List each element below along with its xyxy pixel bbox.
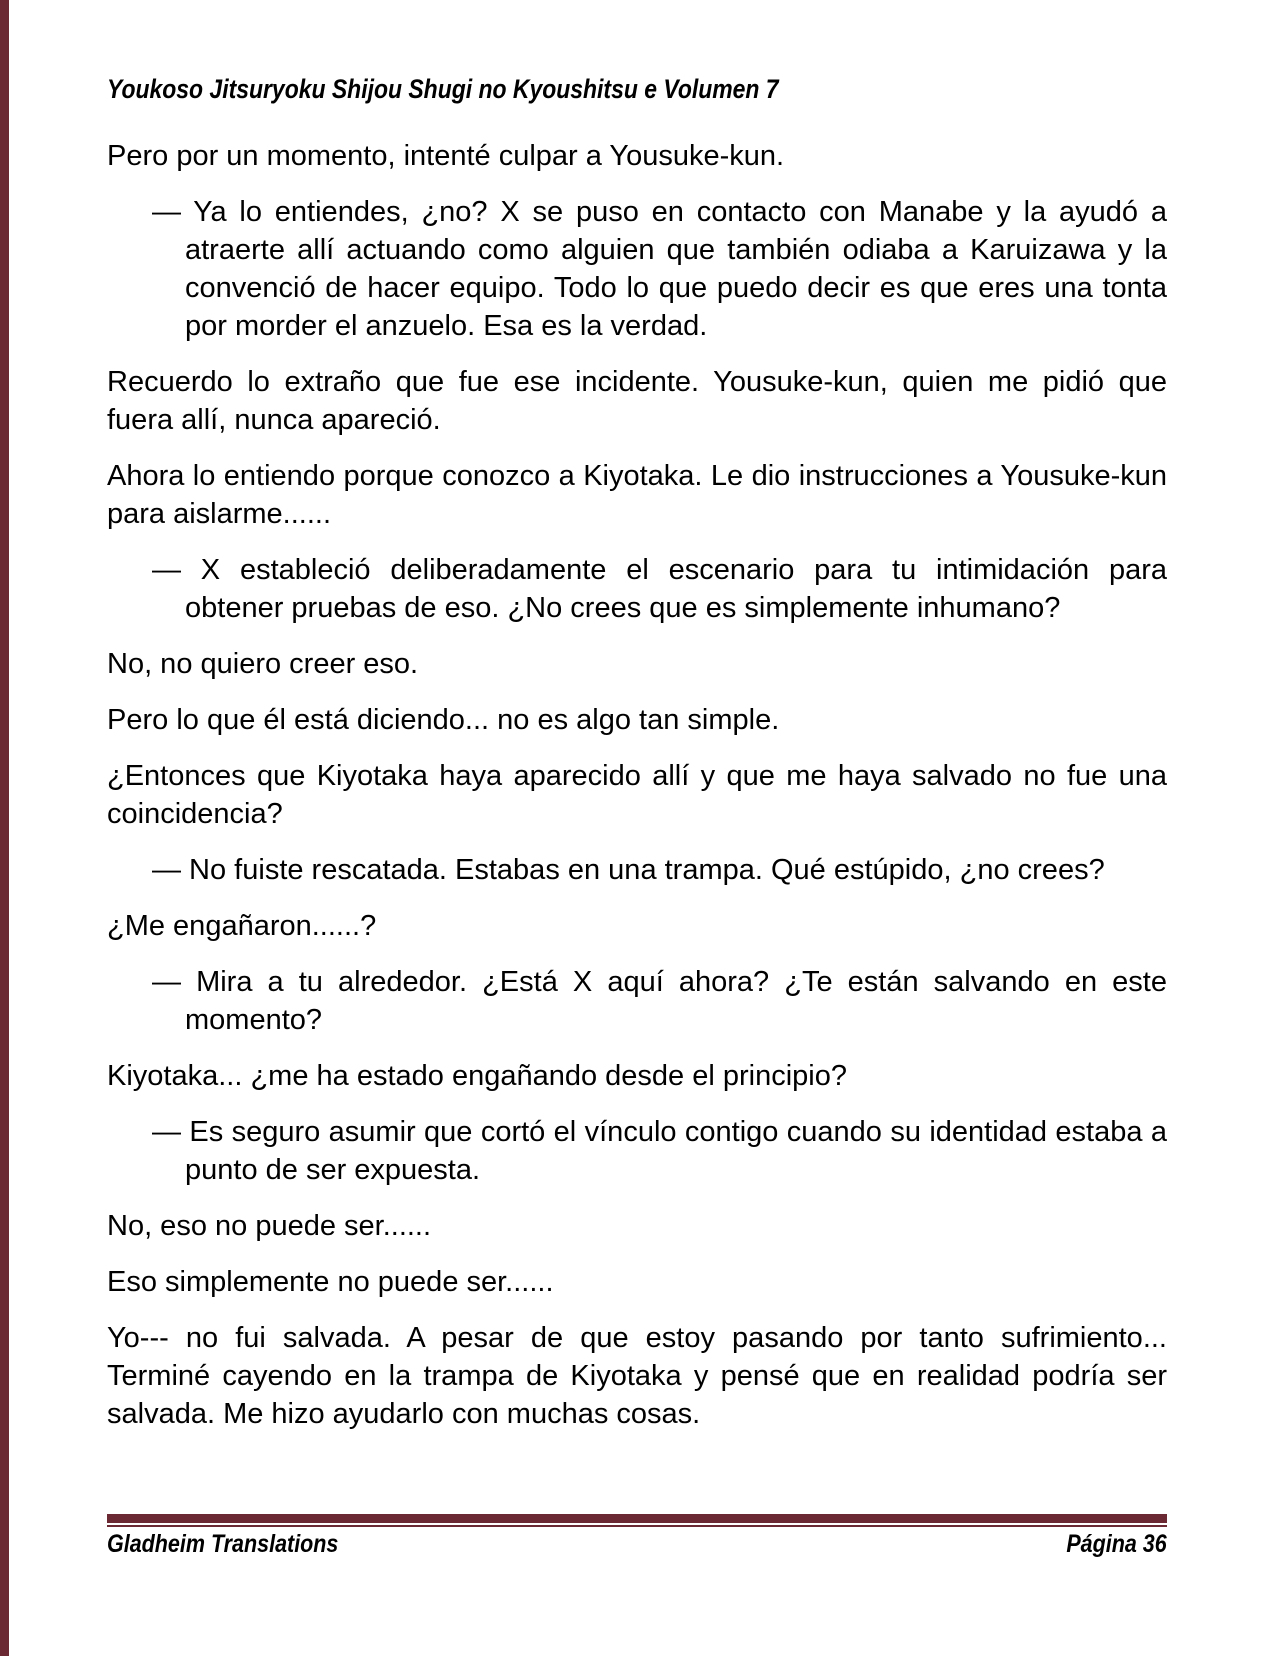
quote-paragraph: — Mira a tu alrededor. ¿Está X aquí ahora? ¿Te están salvando en este momento? [152,966,1167,1036]
quote-paragraph: — X estableció deliberadamente el escenario para tu intimidación para obtener pruebas de eso. ¿No crees que es simplemente inhumano? [152,554,1167,624]
footer-translator-credit: Gladheim Translations [107,1530,339,1558]
quote-paragraph: — No fuiste rescatada. Estabas en una trampa. Qué estúpido, ¿no crees? [152,854,1105,886]
paragraph: Ahora lo entiendo porque conozco a Kiyotaka. Le dio instrucciones a Yousuke-kun para aislarme...... [107,460,1167,530]
paragraph: ¿Entonces que Kiyotaka haya aparecido allí y que me haya salvado no fue una coincidencia? [107,760,1167,830]
page-edge-bar [0,0,9,1656]
footer-text-row [107,1530,1167,1558]
header-title: Youkoso Jitsuryoku Shijou Shugi no Kyoushitsu e Volumen 7 [107,74,779,104]
paragraph: Kiyotaka... ¿me ha estado engañando desde el principio? [107,1060,847,1092]
footer-page-number: Página 36 [1066,1530,1167,1558]
document-body [107,137,1167,1451]
paragraph: Pero por un momento, intenté culpar a Yousuke-kun. [107,140,785,172]
paragraph: No, no quiero creer eso. [107,648,419,680]
footer-rule-thin [107,1525,1167,1527]
document-header [107,74,1167,104]
quote-paragraph: — Es seguro asumir que cortó el vínculo contigo cuando su identidad estaba a punto de ser expuesta. [152,1116,1167,1186]
footer-rule-thick [107,1514,1167,1523]
paragraph: ¿Me engañaron......? [107,910,377,942]
quote-paragraph: — Ya lo entiendes, ¿no? X se puso en contacto con Manabe y la ayudó a atraerte allí actuando como alguien que también odiaba a Karuizawa y la convenció de hacer equipo. Todo lo que puedo decir es que eres una tonta por morder el anzuelo. Esa es la verdad. [152,196,1167,342]
paragraph: No, eso no puede ser...... [107,1210,432,1242]
document-footer [107,1514,1167,1558]
paragraph: Eso simplemente no puede ser...... [107,1266,554,1298]
paragraph: Pero lo que él está diciendo... no es algo tan simple. [107,704,780,736]
paragraph: Yo--- no fui salvada. A pesar de que estoy pasando por tanto sufrimiento... Terminé cayendo en la trampa de Kiyotaka y pensé que en realidad podría ser salvada. Me hizo ayudarlo con muchas cosas. [107,1322,1167,1430]
paragraph: Recuerdo lo extraño que fue ese incidente. Yousuke-kun, quien me pidió que fuera allí, nunca apareció. [107,366,1167,436]
